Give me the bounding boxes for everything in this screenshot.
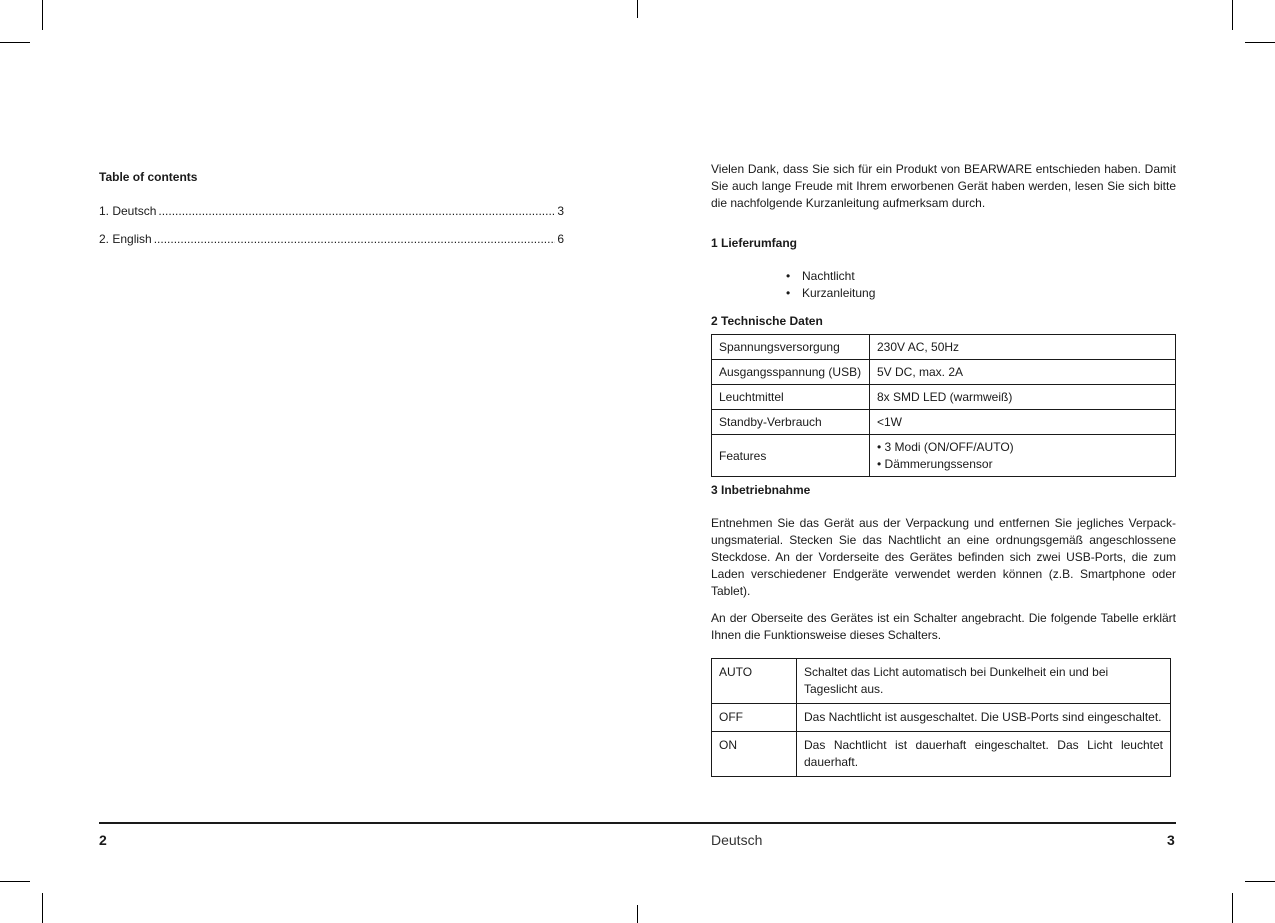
mode-description: Das Nachtlicht ist ausgeschaltet. Die USB-Ports sind eingeschaltet. [797,704,1171,732]
spec-table [711,334,1176,477]
mode-table [711,658,1171,777]
mode-description: Das Nachtlicht ist dauerhaft eingeschaltet. Das Licht leuchtet dauerhaft. [797,732,1171,777]
spec-value: <1W [870,410,1176,435]
crop-mark [1232,893,1233,923]
toc-title: Table of contents [99,170,198,184]
toc-entry-page: 3 [557,204,564,218]
section-heading-lieferumfang: 1 Lieferumfang [711,236,798,250]
toc-leader-dots [158,204,555,218]
crop-mark [1245,881,1275,882]
spec-key: Standby-Verbrauch [712,410,870,435]
table-row [712,360,1176,385]
crop-mark [1232,0,1233,30]
table-row [712,435,1176,477]
list-item: • Kurzanleitung [786,285,875,302]
table-row [712,704,1171,732]
page-number-left: 2 [99,832,107,848]
toc-entry-deutsch[interactable] [99,204,564,218]
setup-paragraph: Entnehmen Sie das Gerät aus der Verpackung und entfernen Sie jegliches Verpack-ungsmaterial. Stecken Sie das Nachtlicht an eine ordnungsgemäß angeschlossene Steckdose. An der Vorderseite des Gerätes befinden sich zwei USB-Ports, die zum Laden verschiedener Endgeräte verwendet werden können (z.B. Smartphone oder Tablet). [711,516,1176,598]
crop-mark [1245,42,1275,43]
feature-item: • Dämmerungssensor [877,456,993,471]
crop-mark [0,42,30,43]
crop-mark [637,0,638,18]
spec-value [870,435,1176,477]
mode-label: AUTO [712,659,797,704]
table-row [712,732,1171,777]
spec-value: 230V AC, 50Hz [870,335,1176,360]
toc-leader-dots [154,232,556,246]
spec-value: 8x SMD LED (warmweiß) [870,385,1176,410]
table-row [712,410,1176,435]
crop-mark [42,893,43,923]
spec-key: Leuchtmittel [712,385,870,410]
crop-mark [637,905,638,923]
page-number-right: 3 [1167,832,1175,848]
list-item: • Nachtlicht [786,268,875,285]
spec-value: 5V DC, max. 2A [870,360,1176,385]
footer-language-label: Deutsch [711,832,763,848]
section-heading-technische-daten: 2 Technische Daten [711,314,823,328]
toc-entry-page: 6 [557,232,564,246]
spec-key: Spannungsversorgung [712,335,870,360]
switch-paragraph: An der Oberseite des Gerätes ist ein Schalter angebracht. Die folgende Tabelle erklärt Ihnen die Funktionsweise dieses Schalters. [711,611,1176,642]
spec-key: Features [712,435,870,477]
crop-mark [42,0,43,30]
table-row [712,335,1176,360]
feature-item: • 3 Modi (ON/OFF/AUTO) [877,439,1014,454]
delivery-list [786,268,875,302]
spec-key: Ausgangsspannung (USB) [712,360,870,385]
toc-entry-english[interactable] [99,232,564,246]
mode-description: Schaltet das Licht automatisch bei Dunkelheit ein und bei Tageslicht aus. [797,659,1171,704]
toc-entry-label: 1. Deutsch [99,204,157,218]
toc-entry-label: 2. English [99,232,152,246]
mode-label: ON [712,732,797,777]
intro-paragraph: Vielen Dank, dass Sie sich für ein Produkt von BEARWARE entschieden haben. Damit Sie auch lange Freude mit Ihrem erworbenen Gerät haben werden, lesen Sie sich bitte die nachfolgende Kurzanleitung aufmerksam durch. [711,162,1176,210]
mode-label: OFF [712,704,797,732]
table-row [712,385,1176,410]
section-heading-inbetriebnahme: 3 Inbetriebnahme [711,483,811,497]
table-row [712,659,1171,704]
footer-divider [99,822,1176,824]
crop-mark [0,881,30,882]
